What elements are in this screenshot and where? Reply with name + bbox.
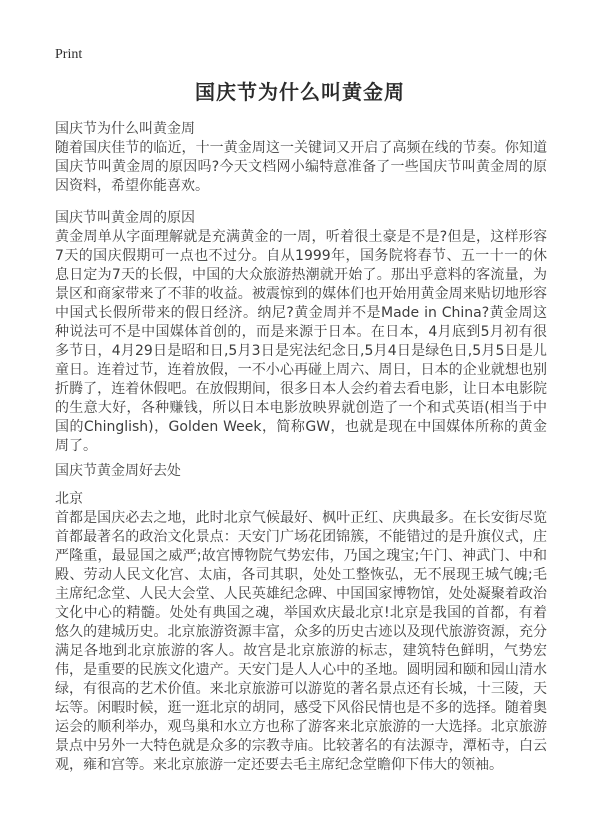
subsection-heading-beijing: 北京: [55, 491, 83, 507]
section-heading-places: 国庆节黄金周好去处: [55, 463, 181, 479]
beijing-paragraph: 首都是国庆必去之地，此时北京气候最好、枫叶正红、庆典最多。在长安街尽览首都最著名的政治文化景点：天安门广场花团锦簇，不能错过的是升旗仪式，庄严隆重，最显国之威严;故宫博物院气势宏伟，乃国之瑰宝;午门、神武门、中和殿、劳动人民文化宫、太庙，各司其职，处处工整恢弘，无不展现王城气魄;毛主席纪念堂、人民大会堂、人民英雄纪念碑、中国国家博物馆，处处凝聚着政治文化中心的精髓。处处有典国之魂，举国欢庆最北京!北京是我国的首都，有着悠久的建城历史。北京旅游资源丰富，众多的历史古迹以及现代旅游资源，充分满足各地到北京旅游的客人。故宫是北京旅游的标志，建筑特色鲜明，气势宏伟，是重要的民族文化遗产。天安门是人人心中的圣地。圆明园和颐和园山清水绿，有很高的艺术价值。来北京旅游可以游览的著名景点还有长城，十三陵，天坛等。闲暇时候，逛一逛北京的胡同，感受下风俗民情也是不多的选择。随着奥运会的顺利举办，观鸟巢和水立方也称了游客来北京旅游的一大选择。北京旅游景点中另外一大特色就是众多的宗教寺庙。比较著名的有法源寺，潭柘寺，白云观，雍和宫等。来北京旅游一定还要去毛主席纪念堂瞻仰下伟大的领袖。: [55, 510, 547, 773]
reason-paragraph: 黄金周单从字面理解就是充满黄金的一周，听着很土豪是不是?但是，这样形容7天的国庆假期可一点也不过分。自从1999年，国务院将春节、五一十一的休息日定为7天的长假，中国的大众旅游热潮就开始了。那出乎意料的客流量，为景区和商家带来了不菲的收益。被震惊到的媒体们也开始用黄金周来贴切地形容中国式长假所带来的假日经济。纳尼?黄金周并不是Made in China?黄金周这种说法可不是中国媒体首创的，而是来源于日本。在日本，4月底到5月初有很多节日，4月29日是昭和日,5月3日是宪法纪念日,5月4日是绿色日,5月5日是儿童日。连着过节，连着放假，一不小心再碰上周六、周日，日本的企业就想也别折腾了，连着休假吧。在放假期间，很多日本人会约着去看电影，让日本电影院的生意大好，各种赚钱，所以日本电影放映界就创造了一个和式英语(相当于中国的Chinglish)，Golden Week，简称GW，也就是现在中国媒体所称的黄金周了。: [55, 229, 547, 454]
page-title: 国庆节为什么叫黄金周: [195, 80, 405, 104]
print-link[interactable]: Print: [55, 47, 83, 62]
document-body: [55, 120, 547, 775]
section-heading-reason: 国庆节叫黄金周的原因: [55, 210, 195, 226]
intro-paragraph: 随着国庆佳节的临近，十一黄金周这一关键词又开启了高频在线的节奏。你知道国庆节叫黄金周的原因吗?今天文档网小编特意准备了一些国庆节叫黄金周的原因资料，希望你能喜欢。: [55, 140, 547, 194]
document-subtitle: 国庆节为什么叫黄金周: [55, 121, 195, 137]
